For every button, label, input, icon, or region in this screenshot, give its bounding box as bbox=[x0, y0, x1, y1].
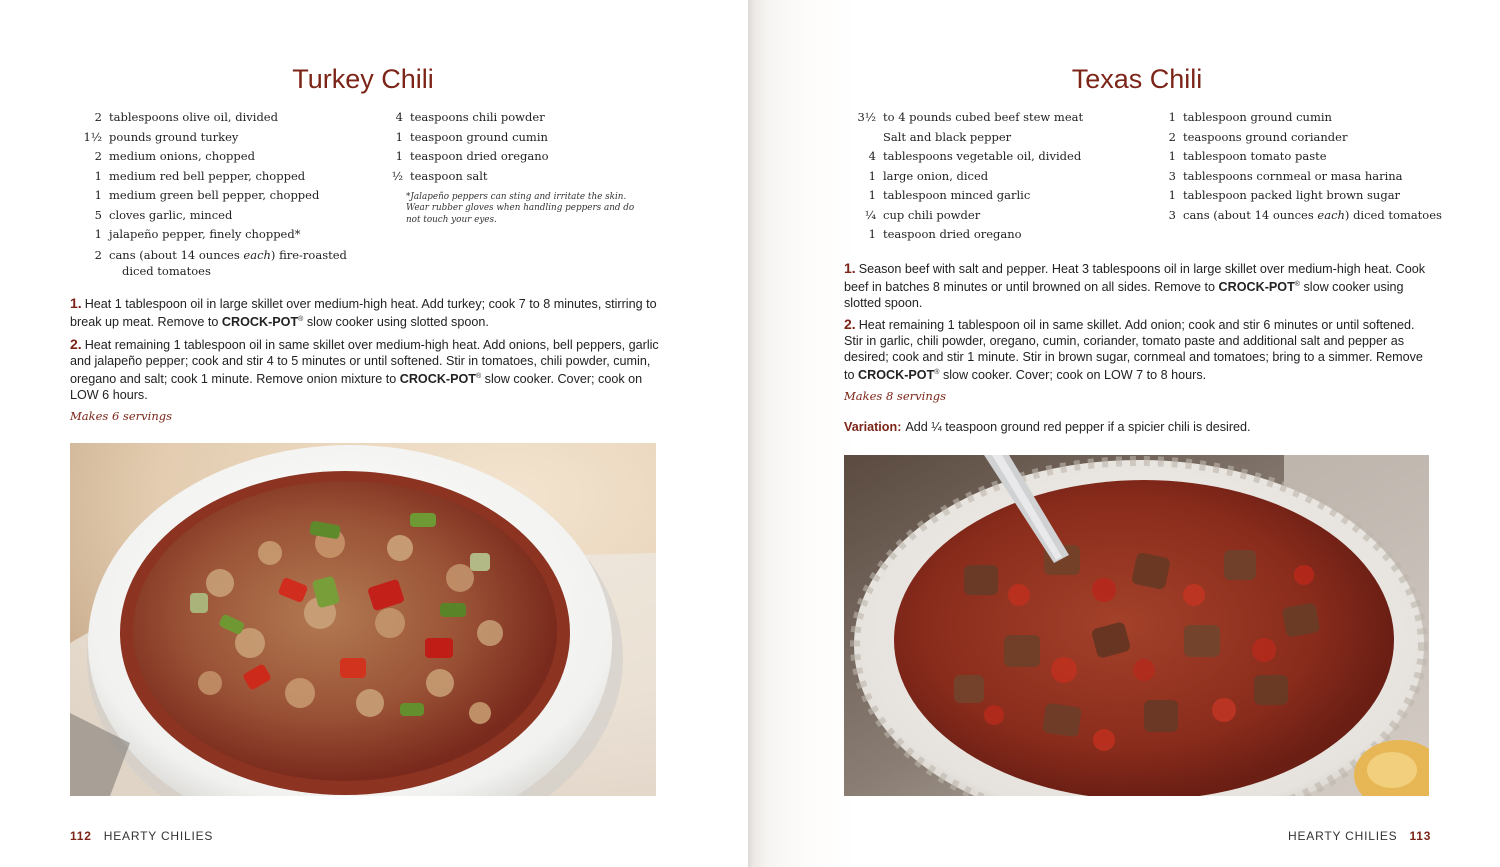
ingredient-item: ¼ cup chili powder bbox=[864, 207, 981, 222]
servings-yield: Makes 6 servings bbox=[70, 409, 172, 423]
ingredient-item: 5 cloves garlic, minced bbox=[94, 207, 233, 222]
ingredient-item: 1 teaspoon ground cumin bbox=[395, 129, 548, 144]
recipe-title: Turkey Chili bbox=[292, 64, 434, 94]
ingredients-column-1 bbox=[70, 108, 352, 280]
step-1: 1. Season beef with salt and pepper. Heat 3 tablespoons oil in large skillet over medium-high heat. Cook beef in batches 8 minutes or until browned on all sides. Remove to CROCK-POT® slow cooker using slotted spoon. bbox=[844, 260, 1426, 311]
turkey-chili-photo bbox=[70, 443, 656, 796]
ingredient-item: 1 medium green bell pepper, chopped bbox=[94, 188, 320, 202]
texas-chili-image bbox=[844, 455, 1429, 796]
texas-chili-photo bbox=[844, 455, 1429, 796]
ingredient-item: 1 tablespoon minced garlic bbox=[868, 188, 1031, 202]
page-footer bbox=[70, 829, 213, 843]
ingredient-item: 3 cans (about 14 ounces each) diced tomatoes bbox=[1168, 207, 1442, 222]
step-1: 1. Heat 1 tablespoon oil in large skillet over medium-high heat. Add turkey; cook 7 to 8 minutes, stirring to break up meat. Remove to CROCK-POT® slow cooker using slotted spoon. bbox=[70, 295, 657, 330]
ingredient-item: Salt and black pepper bbox=[883, 129, 1012, 144]
ingredient-item: 1 teaspoon dried oregano bbox=[868, 227, 1022, 241]
variation-note: Variation: Add ¼ teaspoon ground red pepper if a spicier chili is desired. bbox=[844, 420, 1251, 434]
ingredient-item: 1 jalapeño pepper, finely chopped* bbox=[94, 227, 301, 241]
right-page bbox=[748, 0, 1500, 867]
left-page bbox=[0, 0, 748, 867]
ingredients-column-2 bbox=[371, 108, 549, 186]
step-2: 2. Heat remaining 1 tablespoon oil in same skillet. Add onion; cook and stir 6 minutes or until softened. Stir in garlic, chili powder, oregano, cumin, coriander, tomato paste and additional salt and pepper as desired; cook and stir 1 minute. Stir in brown sugar, cornmeal and tomatoes; bring to a simmer. Remove to CROCK-POT® slow cooker. Cover; cook on LOW 7 to 8 hours. bbox=[844, 316, 1423, 383]
recipe-title: Texas Chili bbox=[1071, 64, 1203, 94]
ingredient-item: 1 medium red bell pepper, chopped bbox=[94, 168, 306, 183]
ingredient-item: 3 tablespoons cornmeal or masa harina bbox=[1168, 168, 1403, 183]
page-footer bbox=[1288, 829, 1431, 843]
section-name: HEARTY CHILIES bbox=[1288, 829, 1398, 843]
ingredient-item: 1 tablespoon tomato paste bbox=[1168, 149, 1327, 163]
ingredient-item: 4 tablespoons vegetable oil, divided bbox=[868, 149, 1082, 163]
section-name: HEARTY CHILIES bbox=[103, 829, 214, 843]
ingredient-item: 1 tablespoon packed light brown sugar bbox=[1168, 188, 1401, 202]
ingredient-item: 2 teaspoons ground coriander bbox=[1168, 129, 1348, 144]
ingredient-item: 2 medium onions, chopped bbox=[94, 149, 255, 163]
step-2: 2. Heat remaining 1 tablespoon oil in same skillet over medium-high heat. Add onions, bell peppers, garlic and jalapeño pepper; cook and stir 4 to 5 minutes or until softened. Stir in tomatoes, chili powder, cumin, oregano and salt; cook 1 minute. Remove onion mixture to CROCK-POT® slow cooker. Cover; cook on LOW 6 hours. bbox=[70, 336, 659, 403]
ingredient-item: 1 large onion, diced bbox=[868, 168, 989, 183]
ingredient-item: 2 tablespoons olive oil, divided bbox=[94, 110, 278, 124]
ingredient-item: 1½ pounds ground turkey bbox=[83, 129, 239, 144]
page-number: 113 bbox=[1409, 829, 1432, 843]
ingredients-column-2 bbox=[1144, 108, 1442, 225]
ingredient-item: 3½ to 4 pounds cubed beef stew meat bbox=[857, 110, 1084, 124]
turkey-chili-image bbox=[70, 443, 656, 796]
ingredients-column-1 bbox=[844, 108, 1083, 245]
ingredient-item: ½ teaspoon salt bbox=[391, 168, 488, 183]
servings-yield: Makes 8 servings bbox=[844, 389, 946, 403]
ingredient-item: 1 teaspoon dried oregano bbox=[395, 149, 549, 163]
ingredient-item: 1 tablespoon ground cumin bbox=[1168, 110, 1332, 124]
ingredient-item: 2 cans (about 14 ounces each) fire-roasted diced tomatoes bbox=[94, 247, 347, 278]
jalapeno-footnote: *Jalapeño peppers can sting and irritate the skin. Wear rubber gloves when handling peppers and do not touch your eyes. bbox=[406, 192, 635, 225]
page-number: 112 bbox=[70, 829, 92, 843]
ingredient-item: 4 teaspoons chili powder bbox=[395, 110, 545, 124]
